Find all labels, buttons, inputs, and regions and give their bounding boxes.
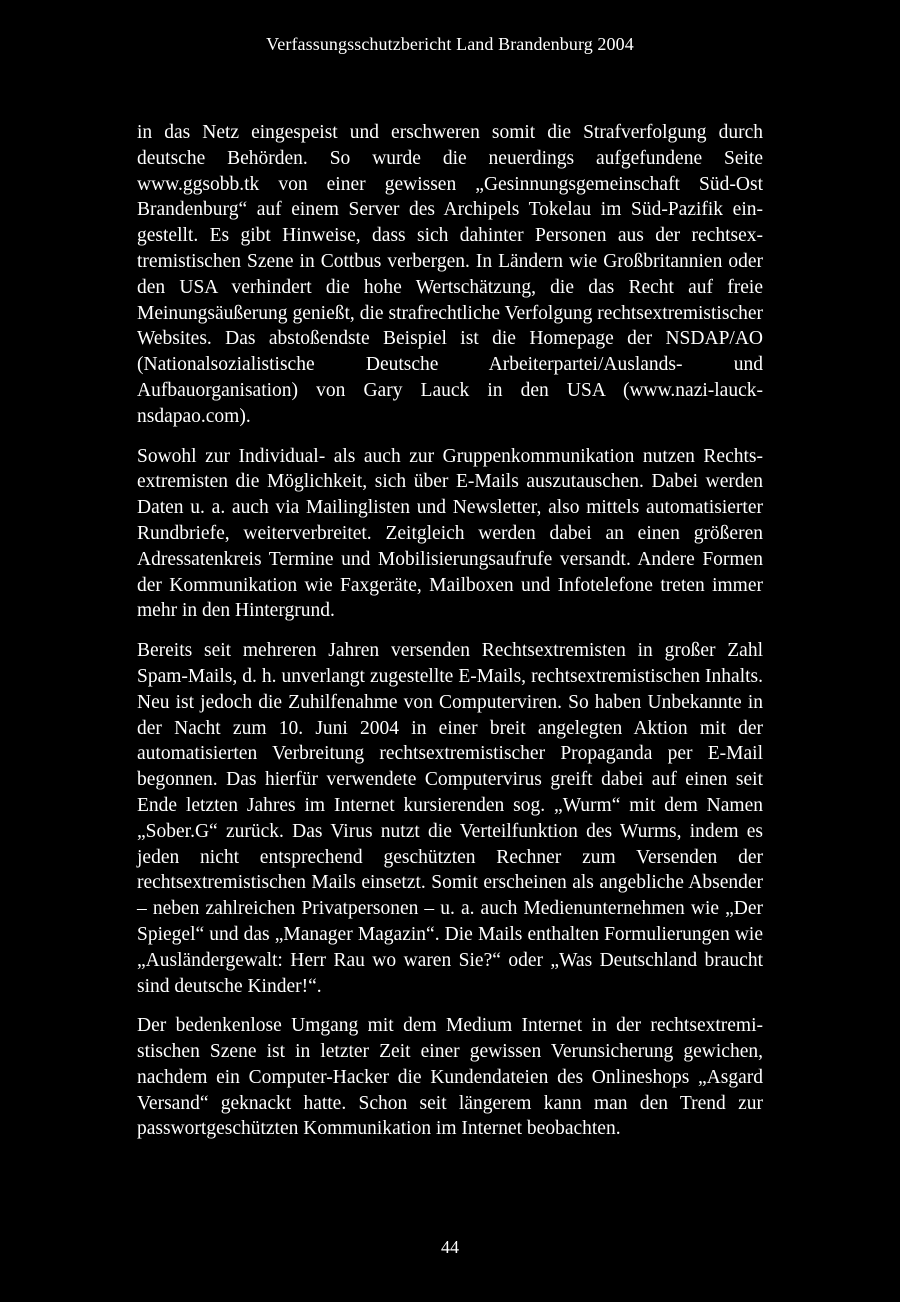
paragraph-email-communication: Sowohl zur Individual- als auch zur Gruppenkommunikation nutzen Rechtsextremisten die Möglichkeit, sich über E-Mails auszutauschen. Dabei werden Daten u. a. auch via Mailinglisten und Newsletter, also mittels automatisierter Rundbriefe, weiterverbreitet. Zeitgleich werden dabei an einen größeren Adressatenkreis Termine und Mobilisierungsaufrufe versandt. Andere Formen der Kommunikation wie Faxgeräte, Mailboxen und Infotelefone treten immer mehr in den Hintergrund. (137, 445, 763, 622)
body-text (137, 120, 763, 1156)
running-header: Verfassungsschutzbericht Land Brandenburg 2004 (266, 34, 634, 54)
paragraph-password-protection: Der bedenkenlose Umgang mit dem Medium Internet in der rechtsextremistischen Szene ist in letzter Zeit einer gewissen Verunsicherung gewichen, nachdem ein Computer-Hacker die Kundendateien des Onlineshops „Asgard Versand“ geknackt hatte. Schon seit längerem kann man den Trend zur passwortgeschützten Kommunikation im Internet beobachten. (137, 1015, 763, 1140)
page-number: 44 (441, 1237, 459, 1257)
paragraph-internet-hosting: in das Netz eingespeist und erschweren somit die Strafverfolgung durch deutsche Behörden. So wurde die neuerdings aufgefundene Seite www.ggsobb.tk von einer gewissen „Gesinnungsgemeinschaft Süd-Ost Brandenburg“ auf einem Server des Archipels Tokelau im Süd-Pazifik eingestellt. Es gibt Hinweise, dass sich dahinter Personen aus der rechtsextremistischen Szene in Cottbus verbergen. In Ländern wie Großbritannien oder den USA verhindert die hohe Wertschätzung, die das Recht auf freie Meinungsäußerung genießt, die strafrechtliche Verfolgung rechtsextremistischer Websites. Das abstoßendste Beispiel ist die Homepage der NSDAP/AO (Nationalsozialistische Deutsche Arbeiterpartei/Auslands- und Aufbauorganisation) von Gary Lauck in den USA (www.nazi-laucknsdapao.com). (137, 122, 763, 427)
paragraph-spam-virus: Bereits seit mehreren Jahren versenden Rechtsextremisten in großer Zahl Spam-Mails, d. h. unverlangt zugestellte E-Mails, rechtsextremistischen Inhalts. Neu ist jedoch die Zuhilfenahme von Computerviren. So haben Unbekannte in der Nacht zum 10. Juni 2004 in einer breit angelegten Aktion mit der automatisierten Verbreitung rechtsextremistischer Propaganda per E-Mail begonnen. Das hierfür verwendete Computervirus greift dabei auf einen seit Ende letzten Jahres im Internet kursierenden sog. „Wurm“ mit dem Namen „Sober.G“ zurück. Das Virus nutzt die Verteilfunktion des Wurms, indem es jeden nicht entsprechend geschützten Rechner zum Versenden der rechtsextremistischen Mails einsetzt. Somit erscheinen als angebliche Absender – neben zahlreichen Privatpersonen – u. a. auch Medienunternehmen wie „Der Spiegel“ und das „Manager Magazin“. Die Mails enthalten Formulierungen wie „Ausländergewalt: Herr Rau wo waren Sie?“ oder „Was Deutschland braucht sind deutsche Kinder!“. (137, 640, 763, 997)
